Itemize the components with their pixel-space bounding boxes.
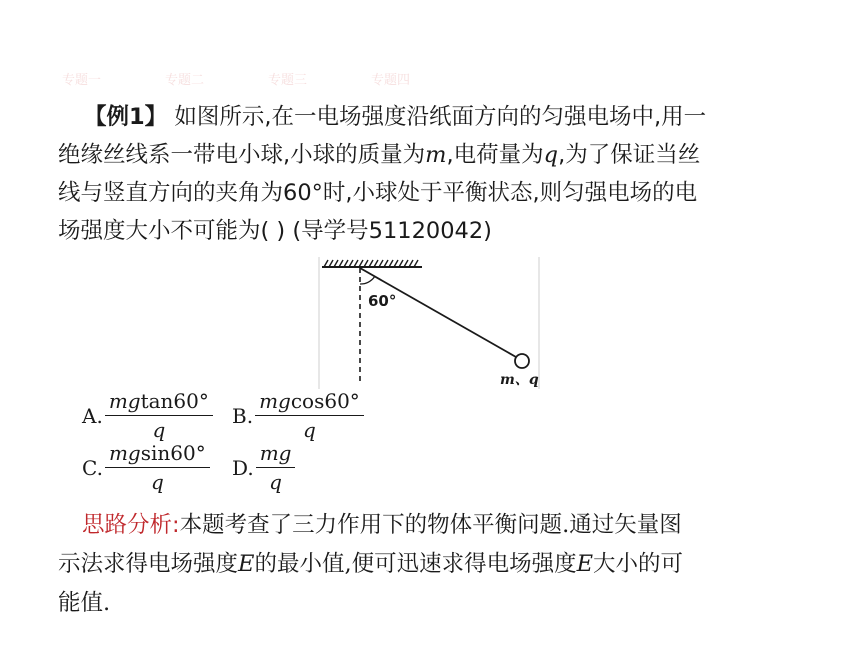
analysis-line-2a: 示法求得电场强度 [58, 551, 239, 577]
option-c-numerator [105, 441, 210, 468]
problem-line-2a: 绝缘丝线系一带电小球,小球的质量为 [58, 142, 426, 168]
tab-topic-4[interactable]: 专题四 [371, 73, 411, 88]
pendulum-diagram [318, 255, 540, 389]
problem-line-1-text: 如图所示,在一电场强度沿纸面方向的匀强电场中,用一 [174, 104, 707, 130]
option-d-letter: D. [232, 455, 254, 480]
option-c[interactable] [82, 441, 210, 494]
option-d-mg: mg [259, 441, 292, 465]
option-c-mg: mg [108, 441, 141, 465]
option-d[interactable] [232, 441, 295, 494]
option-c-letter: C. [82, 455, 103, 480]
var-e-1: E [238, 551, 255, 577]
option-a-fn: tan60° [140, 389, 209, 413]
tab-topic-2[interactable]: 专题二 [165, 73, 205, 88]
pendulum-figure [318, 255, 540, 389]
var-e-2: E [576, 551, 594, 577]
option-a-letter: A. [82, 403, 103, 428]
option-a-fraction [105, 389, 213, 442]
option-a-numerator [105, 389, 213, 416]
var-m: m [425, 142, 447, 168]
option-c-fn: sin60° [140, 441, 206, 465]
charged-ball [515, 354, 529, 368]
var-q: q [543, 142, 559, 168]
option-c-fraction [105, 441, 210, 494]
angle-label: 60° [368, 292, 397, 310]
thread-line [360, 268, 516, 357]
analysis-text [58, 506, 822, 623]
problem-line-1 [58, 98, 808, 136]
problem-line-2b: ,电荷量为 [446, 142, 544, 168]
problem-line-2 [58, 136, 808, 174]
tab-topic-3[interactable]: 专题三 [268, 73, 308, 88]
option-d-fraction [256, 441, 296, 494]
analysis-line-1 [82, 506, 822, 545]
option-b-letter: B. [232, 403, 254, 428]
example-tag: 【例1】 [84, 104, 168, 130]
analysis-line-2c: 大小的可 [593, 551, 684, 577]
ceiling-hatch [324, 260, 418, 267]
ball-label: m、q [500, 372, 539, 388]
option-b[interactable] [232, 389, 364, 442]
option-d-numerator [256, 441, 296, 468]
tab-topic-1[interactable]: 专题一 [62, 73, 102, 88]
problem-text [58, 98, 808, 250]
option-b-fraction [255, 389, 364, 442]
option-a-mg: mg [108, 389, 141, 413]
analysis-line-3: 能值. [58, 590, 111, 616]
option-b-numerator [255, 389, 364, 416]
problem-line-2c: ,为了保证当丝 [558, 142, 701, 168]
analysis-line-2 [58, 545, 822, 584]
analysis-line-1-text: 本题考查了三力作用下的物体平衡问题.通过矢量图 [179, 512, 682, 538]
problem-line-4: 场强度大小不可能为( ) (导学号51120042) [58, 218, 492, 244]
option-b-denominator: q [303, 418, 316, 442]
option-b-mg: mg [259, 389, 291, 413]
option-d-denominator: q [269, 470, 282, 494]
option-a[interactable] [82, 389, 213, 442]
option-a-denominator: q [152, 418, 166, 442]
option-c-denominator: q [150, 470, 164, 494]
problem-line-3: 线与竖直方向的夹角为60°时,小球处于平衡状态,则匀强电场的电 [58, 180, 698, 206]
analysis-line-2b: 的最小值,便可迅速求得电场强度 [254, 551, 577, 577]
analysis-label: 思路分析: [82, 512, 180, 538]
angle-arc [360, 277, 375, 285]
option-b-fn: cos60° [290, 389, 360, 413]
